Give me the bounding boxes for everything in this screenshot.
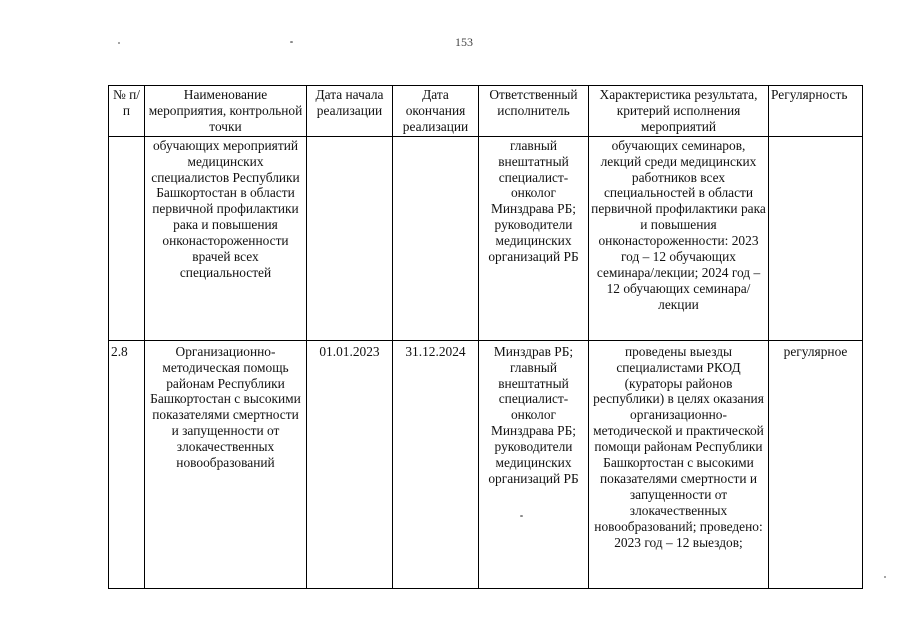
header-end-date: Дата окончания реализации bbox=[393, 86, 479, 137]
header-row bbox=[109, 86, 863, 137]
row-regularity bbox=[769, 136, 863, 340]
row-start-date bbox=[307, 136, 393, 340]
table-row bbox=[109, 136, 863, 340]
row-num: 2.8 bbox=[109, 340, 145, 588]
row-responsible: главный внештатный специалист-онколог Минздрава РБ; руководители медицинских организаций РБ bbox=[479, 136, 589, 340]
row-end-date: 31.12.2024 bbox=[393, 340, 479, 588]
scan-speck bbox=[290, 41, 293, 43]
row-responsible: Минздрав РБ; главный внештатный специалист-онколог Минздрава РБ; руководители медицинских организаций РБ bbox=[479, 340, 589, 588]
scan-speck bbox=[118, 42, 120, 44]
row-name: обучающих мероприятий медицинских специалистов Республики Башкортостан в области первичной профилактики рака и повышения онконастороженности врачей всех специальностей bbox=[145, 136, 307, 340]
measures-table bbox=[108, 85, 863, 589]
table-row bbox=[109, 340, 863, 588]
header-responsible: Ответственный исполнитель bbox=[479, 86, 589, 137]
row-end-date bbox=[393, 136, 479, 340]
row-name: Организационно-методическая помощь районам Республики Башкортостан с высокими показателями смертности и запущенности от злокачественных новообразований bbox=[145, 340, 307, 588]
header-result: Характеристика результата, критерий исполнения мероприятий bbox=[589, 86, 769, 137]
row-result: обучающих семинаров, лекций среди медицинских работников всех специальностей в области первичной профилактики рака и повышения онконастороженности: 2023 год – 12 обучающих семинара/лекции; 2024 год – 12 обучающих семинара/лекции bbox=[589, 136, 769, 340]
header-name: Наименование мероприятия, контрольной точки bbox=[145, 86, 307, 137]
row-num bbox=[109, 136, 145, 340]
page-number: 153 bbox=[455, 35, 473, 49]
header-start-date: Дата начала реализации bbox=[307, 86, 393, 137]
row-start-date: 01.01.2023 bbox=[307, 340, 393, 588]
header-regularity: Регулярность bbox=[769, 86, 863, 137]
row-result: проведены выезды специалистами РКОД (кураторы районов республики) в целях оказания организационно-методической и практической помощи районам Республики Башкортостан с высокими показателями смертности и запущенности от злокачественных новообразований; проведено: 2023 год – 12 выездов; bbox=[589, 340, 769, 588]
scan-speck bbox=[884, 576, 886, 578]
header-num: № п/п bbox=[109, 86, 145, 137]
row-regularity: регулярное bbox=[769, 340, 863, 588]
